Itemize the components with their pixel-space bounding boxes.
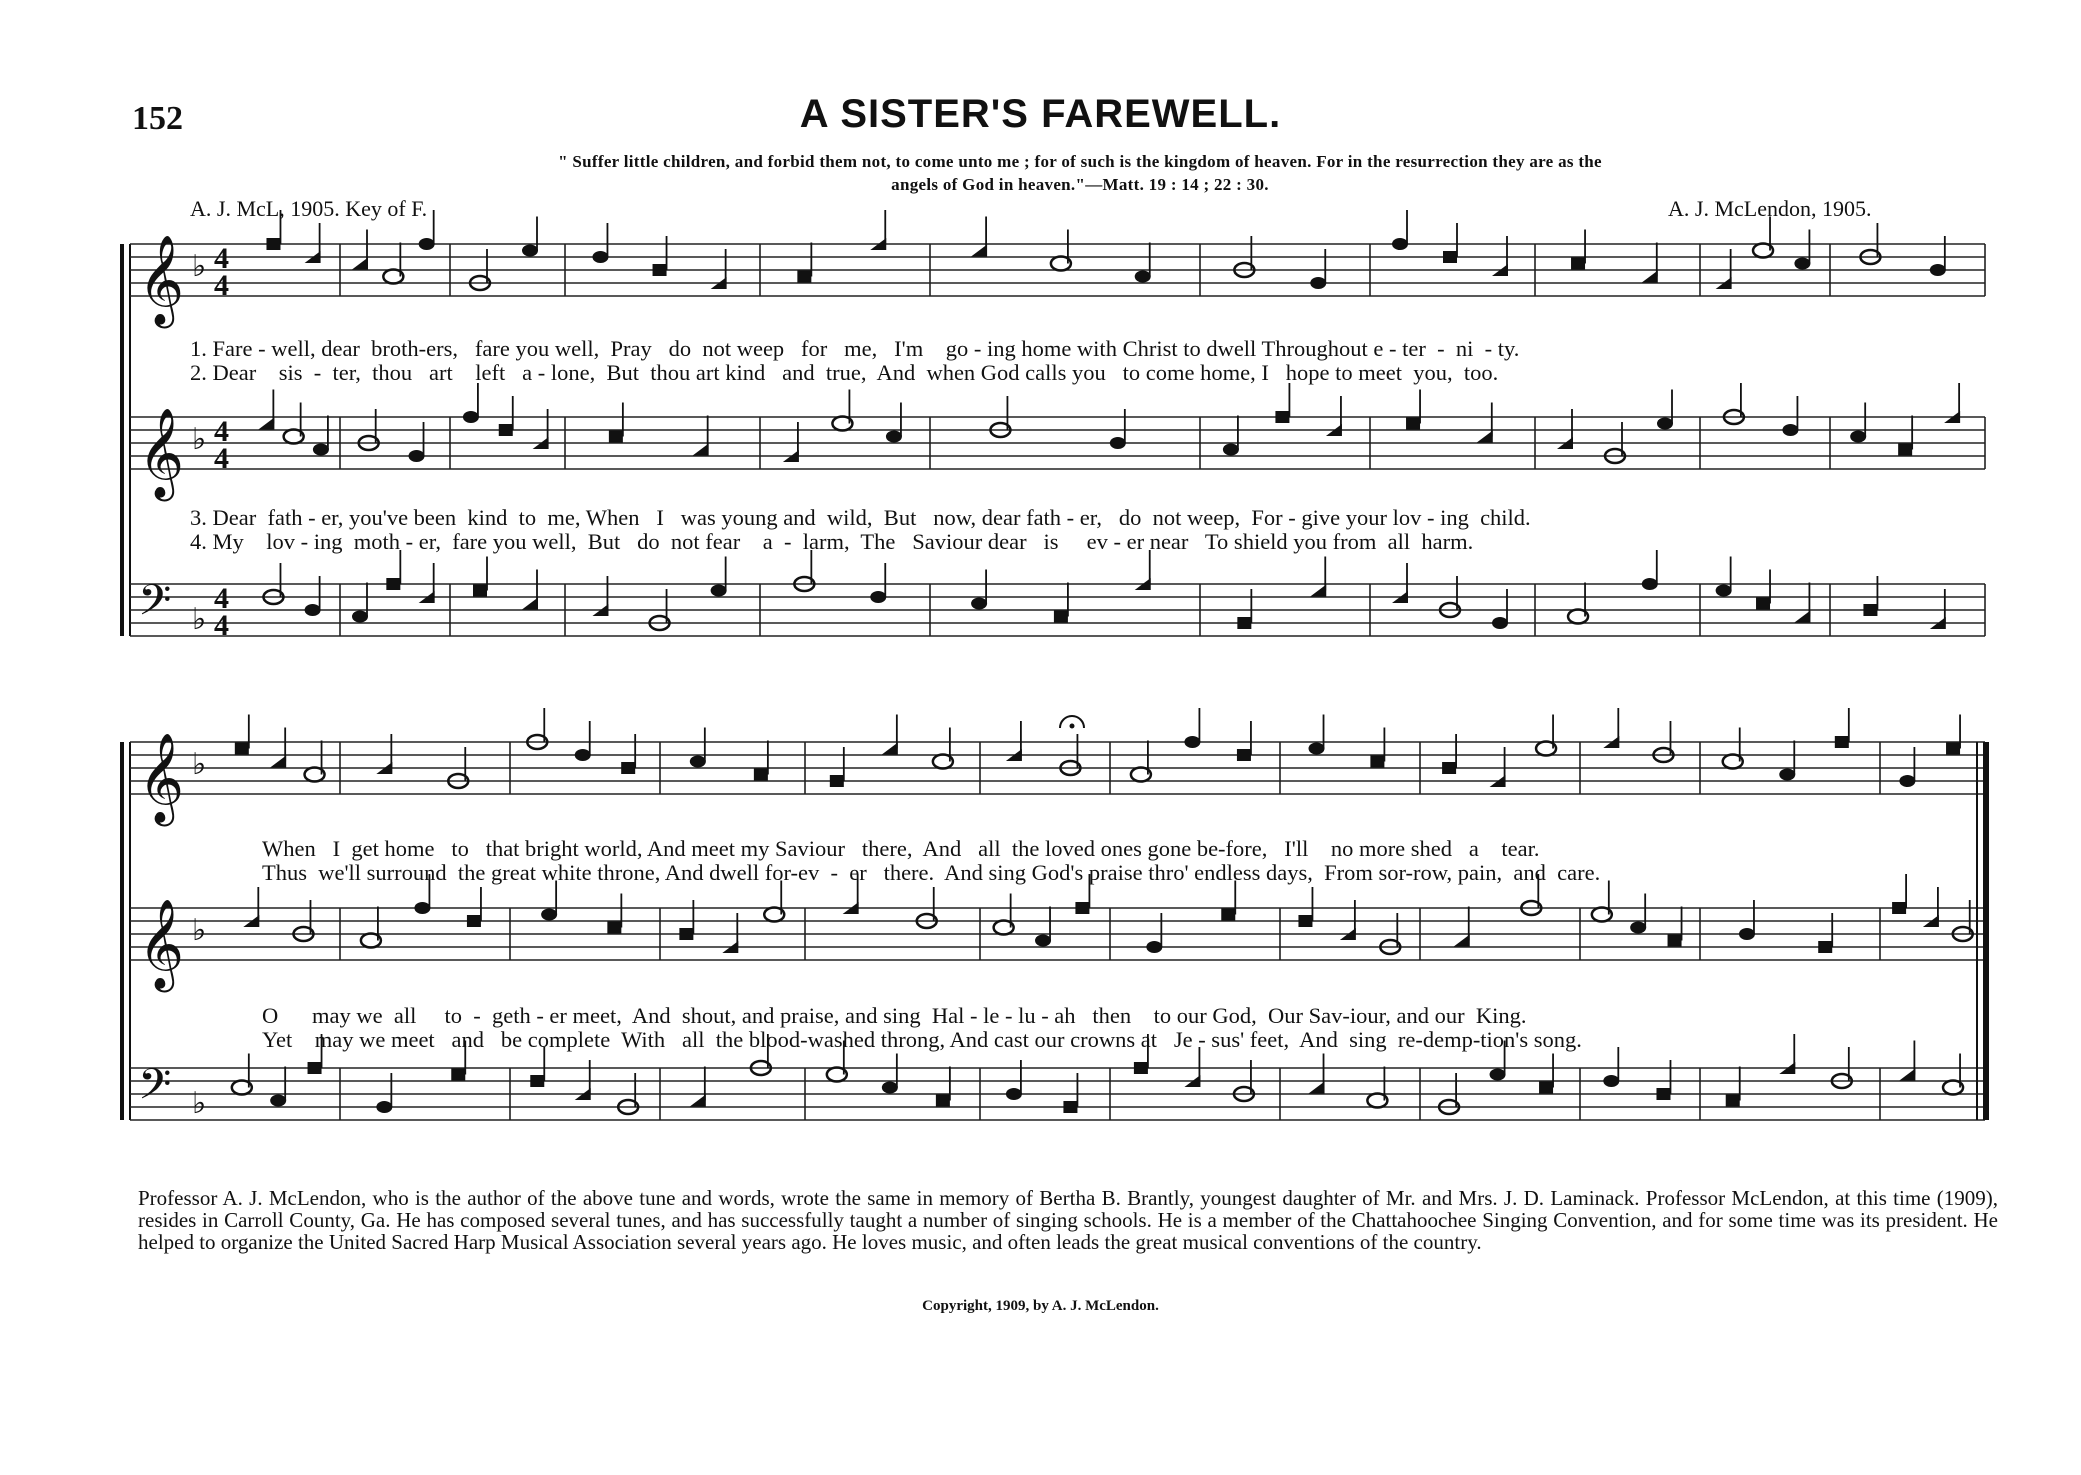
note-head: [1442, 762, 1456, 774]
note-head: [1898, 444, 1912, 456]
note-head: [1779, 769, 1795, 781]
note-head: [592, 251, 608, 263]
note-head: [882, 1082, 898, 1094]
flat-icon: ♭: [192, 250, 207, 283]
note-head: [1184, 736, 1200, 748]
credit-left: A. J. McL, 1905. Key of F.: [190, 196, 428, 221]
note-head: [886, 431, 902, 443]
footer-note: Professor A. J. McLendon, who is the author of the above tune and words, wrote the same in memory of Bertha B. Brantly, youngest daughter of Mr. and Mrs. J. D. Laminack. Professor McLendon, at this time (1909), resides in Carroll County, Ga. He has composed several tunes, and has successfully taught a number of singing schools. He is a member of the Chattahoochee Singing Convention, and for some time was its president. He helped to organize the United Sacred Harp Musical Association several years ago. He loves music, and often leads the great musical conventions of the country.: [138, 1186, 1998, 1254]
lyric-verse-1-cont: When I get home to that bright world, And meet my Saviour there, And all the loved ones gone be-fore, I'll no more shed a tear.: [262, 836, 1540, 861]
time-signature-top: 4: [214, 242, 229, 275]
note-head: [1309, 743, 1325, 755]
note-head: [971, 245, 987, 257]
note-head: [1310, 277, 1326, 289]
note-head: [451, 1069, 465, 1081]
note-head: [258, 418, 274, 430]
scripture-line-1: " Suffer little children, and forbid them not, to come unto me ; for of such is the kingdom of heaven. For in the resurrection they are as the: [558, 152, 1602, 171]
treble-clef-icon: 𝄞: [138, 235, 185, 325]
time-signature-top: 4: [214, 415, 229, 448]
note-head: [936, 1095, 950, 1107]
page-title: A SISTER'S FAREWELL.: [799, 92, 1282, 136]
note-head: [693, 444, 709, 456]
note-head: [1237, 617, 1251, 629]
time-signature-top: 4: [214, 582, 229, 615]
note-head: [1946, 743, 1960, 755]
note-head: [270, 756, 286, 768]
note-head: [1221, 909, 1235, 921]
flat-icon: ♭: [192, 603, 207, 636]
note-head: [1370, 756, 1384, 768]
note-head: [1571, 258, 1585, 270]
bass-clef-icon: 𝄢: [138, 1060, 172, 1120]
fermata-dot: [1070, 724, 1075, 729]
lyric-verse-3-cont: O may we all to - geth - er meet, And shout, and praise, and sing Hal - le - lu - ah then to our God, Our Sav-iour, and our King.: [262, 1003, 1527, 1028]
note-head: [1818, 941, 1832, 953]
note-head: [1863, 604, 1877, 616]
time-signature-bottom: 4: [214, 609, 229, 642]
note-head: [1223, 444, 1239, 456]
note-head: [1035, 935, 1051, 947]
note-head: [1603, 1075, 1619, 1087]
note-head: [1146, 941, 1162, 953]
note-head: [499, 424, 513, 436]
note-head: [386, 578, 400, 590]
note-head: [463, 411, 479, 423]
note-head: [1539, 1082, 1553, 1094]
note-head: [679, 928, 693, 940]
note-head: [1668, 935, 1682, 947]
note-head: [1630, 922, 1646, 934]
note-head: [1454, 935, 1470, 947]
note-head: [754, 769, 768, 781]
flat-icon: ♭: [192, 748, 207, 781]
note-head: [1237, 749, 1251, 761]
note-head: [690, 1095, 706, 1107]
note-head: [352, 611, 368, 623]
note-head: [1899, 1069, 1915, 1081]
note-head: [530, 1075, 544, 1087]
lyric-verse-4: 4. My lov - ing moth - er, fare you well, But do not fear a - larm, The Saviour dear is ev - er near To shield you from all harm.: [190, 529, 1474, 554]
note-head: [1006, 1088, 1022, 1100]
note-head: [1054, 611, 1068, 623]
scripture-line-2: angels of God in heaven."—Matt. 19 : 14 ; 22 : 30.: [891, 175, 1269, 194]
note-head: [1782, 424, 1798, 436]
note-head: [1656, 1088, 1670, 1100]
note-head: [541, 909, 557, 921]
note-head: [1726, 1095, 1740, 1107]
note-head: [305, 604, 321, 616]
note-head: [1309, 1082, 1325, 1094]
lyric-verse-4-cont: Yet may we meet and be complete With all the blood-washed throng, And cast our crowns at Je - sus' feet, And sing re-demp-tion's song.: [262, 1027, 1582, 1052]
note-head: [308, 1062, 322, 1074]
note-head: [1443, 251, 1457, 263]
treble-clef-icon: 𝄞: [138, 408, 185, 498]
note-head: [1075, 902, 1089, 914]
note-head: [1492, 617, 1508, 629]
note-head: [522, 245, 538, 257]
note-head: [690, 756, 706, 768]
note-head: [607, 922, 621, 934]
note-head: [1835, 736, 1849, 748]
page-number: 152: [132, 100, 183, 137]
note-head: [1135, 271, 1151, 283]
note-head: [575, 749, 591, 761]
note-head: [1899, 775, 1915, 787]
note-head: [1642, 578, 1658, 590]
treble-clef-icon: 𝄞: [138, 899, 185, 989]
note-head: [882, 743, 898, 755]
note-head: [1892, 902, 1906, 914]
lyric-verse-2-cont: Thus we'll surround the great white throne, And dwell for-ev - er there. And sing God's praise thro' endless days, From sor-row, pain, and care.: [262, 860, 1601, 885]
lyric-verse-3: 3. Dear fath - er, you've been kind to me, When I was young and wild, But now, dear fath - er, do not weep, For - give your lov - ing child.: [190, 505, 1531, 530]
note-head: [609, 431, 623, 443]
treble-clef-icon: 𝄞: [138, 733, 185, 823]
flat-icon: ♭: [192, 1087, 207, 1120]
note-head: [1657, 418, 1673, 430]
note-head: [1298, 915, 1312, 927]
note-head: [1850, 431, 1866, 443]
note-head: [1110, 437, 1126, 449]
note-head: [467, 915, 481, 927]
note-head: [270, 1095, 286, 1107]
note-head: [313, 444, 329, 456]
note-head: [1794, 258, 1810, 270]
time-signature-bottom: 4: [214, 269, 229, 302]
flat-icon: ♭: [192, 423, 207, 456]
note-head: [1063, 1101, 1077, 1113]
note-head: [1275, 411, 1289, 423]
note-head: [352, 258, 368, 270]
lyric-verse-2: 2. Dear sis - ter, thou art left a - lone, But thou art kind and true, And when God calls you to come home, I hope to meet you, too.: [190, 360, 1499, 385]
note-head: [473, 585, 487, 597]
note-head: [1756, 598, 1770, 610]
lyric-verse-1: 1. Fare - well, dear broth-ers, fare you well, Pray do not weep for me, I'm go - ing home with Christ to dwell Throughout e - ter - ni - ty.: [190, 336, 1520, 361]
note-head: [711, 585, 727, 597]
note-head: [653, 264, 667, 276]
note-head: [1490, 1069, 1506, 1081]
note-head: [870, 591, 886, 603]
note-head: [414, 902, 430, 914]
note-head: [266, 238, 280, 250]
note-head: [1477, 431, 1493, 443]
note-head: [1930, 264, 1946, 276]
bass-clef-icon: 𝄢: [138, 576, 172, 636]
note-head: [1739, 928, 1755, 940]
copyright: Copyright, 1909, by A. J. McLendon.: [922, 1298, 1159, 1314]
note-head: [1406, 418, 1420, 430]
note-head: [376, 1101, 392, 1113]
credit-right: A. J. McLendon, 1905.: [1668, 196, 1872, 221]
note-head: [409, 450, 425, 462]
note-head: [621, 762, 635, 774]
note-head: [1392, 238, 1408, 250]
note-head: [1134, 1062, 1148, 1074]
time-signature-bottom: 4: [214, 442, 229, 475]
flat-icon: ♭: [192, 914, 207, 947]
note-head: [1310, 585, 1326, 597]
note-head: [1716, 585, 1732, 597]
note-head: [971, 598, 987, 610]
note-head: [419, 238, 435, 250]
note-head: [830, 775, 844, 787]
note-head: [797, 271, 811, 283]
note-head: [1794, 611, 1810, 623]
note-head: [235, 743, 249, 755]
note-head: [1642, 271, 1658, 283]
note-head: [522, 598, 538, 610]
